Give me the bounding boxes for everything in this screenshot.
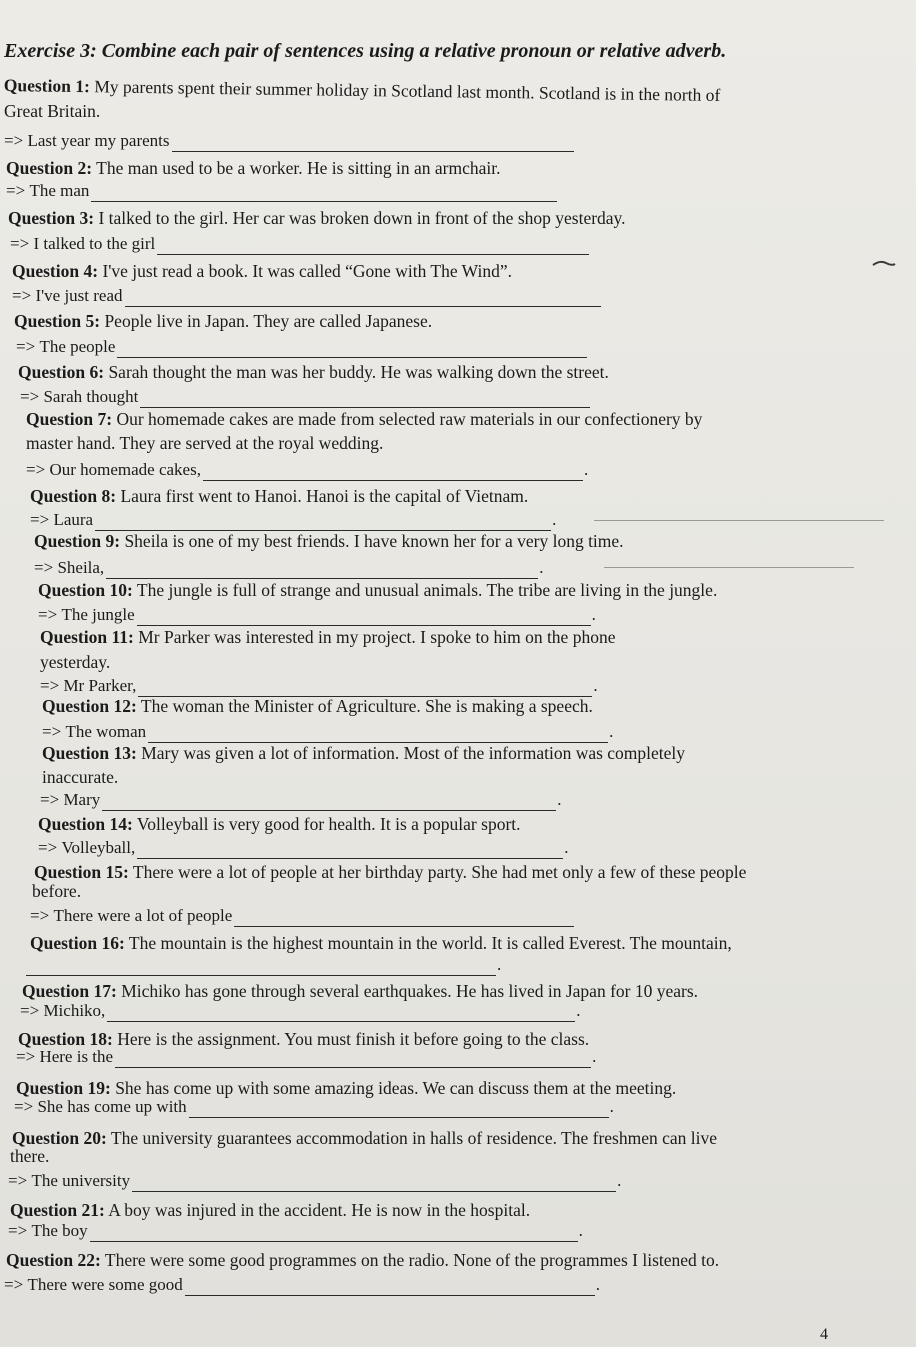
- answer-21: => The boy .: [8, 1221, 583, 1240]
- question-3: Question 3: I talked to the girl. Her car was broken down in front of the shop yesterday.: [8, 208, 626, 228]
- question-13: Question 13: Mary was given a lot of information. Most of the information was completely: [42, 743, 686, 763]
- answer-5: => The people: [16, 336, 587, 358]
- answer-15: => There were a lot of people: [30, 905, 574, 927]
- answer-6: => Sarah thought: [20, 386, 590, 408]
- answer-blank-7[interactable]: [203, 466, 583, 481]
- answer-18: => Here is the .: [16, 1047, 597, 1066]
- answer-14: => Volleyball, .: [38, 838, 569, 857]
- question-11-line-2: yesterday.: [40, 652, 111, 672]
- question-8: Question 8: Laura first went to Hanoi. Hanoi is the capital of Vietnam.: [30, 486, 529, 506]
- page-number: 4: [820, 1326, 828, 1343]
- pen-mark-icon: [872, 258, 896, 268]
- answer-blank-14[interactable]: [137, 844, 563, 859]
- answer-12: => The woman .: [42, 722, 614, 741]
- question-19: Question 19: She has come up with some amazing ideas. We can discuss them at the meeting.: [16, 1078, 677, 1098]
- question-11: Question 11: Mr Parker was interested in my project. I spoke to him on the phone: [40, 627, 616, 647]
- question-10: Question 10: The jungle is full of strange and unusual animals. The tribe are living in the jungle.: [38, 580, 718, 600]
- question-5: Question 5: People live in Japan. They are called Japanese.: [14, 311, 433, 331]
- answer-blank-17[interactable]: [107, 1007, 575, 1022]
- question-12: Question 12: The woman the Minister of Agriculture. She is making a speech.: [42, 696, 593, 716]
- question-1-line-2: Great Britain.: [4, 101, 101, 121]
- answer-blank-6[interactable]: [140, 393, 590, 408]
- answer-blank-13[interactable]: [102, 796, 556, 811]
- answer-blank-15[interactable]: [234, 912, 574, 927]
- margin-line: [604, 567, 854, 568]
- answer-blank-19[interactable]: [189, 1103, 609, 1118]
- answer-blank-1[interactable]: [172, 137, 574, 152]
- answer-blank-8[interactable]: [95, 516, 551, 531]
- answer-4: => I've just read: [12, 285, 601, 307]
- question-9: Question 9: Sheila is one of my best friends. I have known her for a very long time.: [34, 531, 624, 551]
- question-13-line-2: inaccurate.: [42, 767, 119, 787]
- question-2: Question 2: The man used to be a worker. He is sitting in an armchair.: [6, 158, 501, 178]
- question-6: Question 6: Sarah thought the man was her buddy. He was walking down the street.: [18, 362, 609, 382]
- answer-1: => Last year my parents: [4, 130, 574, 152]
- question-18: Question 18: Here is the assignment. You must finish it before going to the class.: [18, 1029, 590, 1049]
- answer-blank-10[interactable]: [137, 611, 591, 626]
- question-17: Question 17: Michiko has gone through several earthquakes. He has lived in Japan for 10 years.: [22, 981, 699, 1001]
- answer-3: => I talked to the girl: [10, 233, 589, 255]
- question-7: Question 7: Our homemade cakes are made from selected raw materials in our confectionery by: [26, 409, 703, 429]
- answer-blank-16[interactable]: [26, 961, 496, 976]
- answer-2: => The man: [6, 180, 557, 202]
- answer-16: .: [24, 954, 501, 976]
- answer-blank-5[interactable]: [117, 343, 587, 358]
- answer-20: => The university .: [8, 1171, 622, 1190]
- question-20-line-2: there.: [10, 1146, 50, 1166]
- answer-19: => She has come up with .: [14, 1097, 614, 1116]
- question-14: Question 14: Volleyball is very good for health. It is a popular sport.: [38, 814, 521, 834]
- answer-9: => Sheila, .: [34, 558, 544, 577]
- answer-7: => Our homemade cakes, .: [26, 460, 589, 479]
- answer-blank-4[interactable]: [125, 292, 601, 307]
- answer-blank-18[interactable]: [115, 1053, 591, 1068]
- answer-8: => Laura .: [30, 510, 557, 529]
- answer-blank-9[interactable]: [106, 564, 538, 579]
- answer-22: => There were some good .: [4, 1275, 600, 1294]
- answer-10: => The jungle .: [38, 605, 596, 624]
- answer-13: => Mary .: [40, 790, 562, 809]
- question-4: Question 4: I've just read a book. It was called “Gone with The Wind”.: [12, 261, 512, 281]
- answer-blank-3[interactable]: [157, 240, 589, 255]
- answer-blank-2[interactable]: [91, 187, 557, 202]
- answer-17: => Michiko, .: [20, 1001, 581, 1020]
- answer-blank-22[interactable]: [185, 1281, 595, 1296]
- question-7-line-2: master hand. They are served at the royal wedding.: [26, 433, 384, 453]
- question-15-line-2: before.: [32, 881, 82, 901]
- question-21: Question 21: A boy was injured in the accident. He is now in the hospital.: [10, 1200, 531, 1220]
- question-1: Question 1: My parents spent their summer holiday in Scotland last month. Scotland is in the north of: [3, 74, 721, 106]
- answer-blank-21[interactable]: [90, 1227, 578, 1242]
- exercise-title: Exercise 3: Combine each pair of sentences using a relative pronoun or relative adverb.: [4, 40, 727, 62]
- margin-line: [594, 520, 884, 521]
- answer-blank-12[interactable]: [148, 728, 608, 743]
- question-15: Question 15: There were a lot of people at her birthday party. She had met only a few of these people: [34, 862, 747, 882]
- question-22: Question 22: There were some good programmes on the radio. None of the programmes I listened to.: [6, 1250, 720, 1270]
- answer-blank-20[interactable]: [132, 1177, 616, 1192]
- answer-11: => Mr Parker, .: [40, 676, 598, 695]
- question-20: Question 20: The university guarantees accommodation in halls of residence. The freshmen can live: [12, 1128, 718, 1148]
- question-16: Question 16: The mountain is the highest mountain in the world. It is called Everest. The mountain,: [30, 933, 732, 953]
